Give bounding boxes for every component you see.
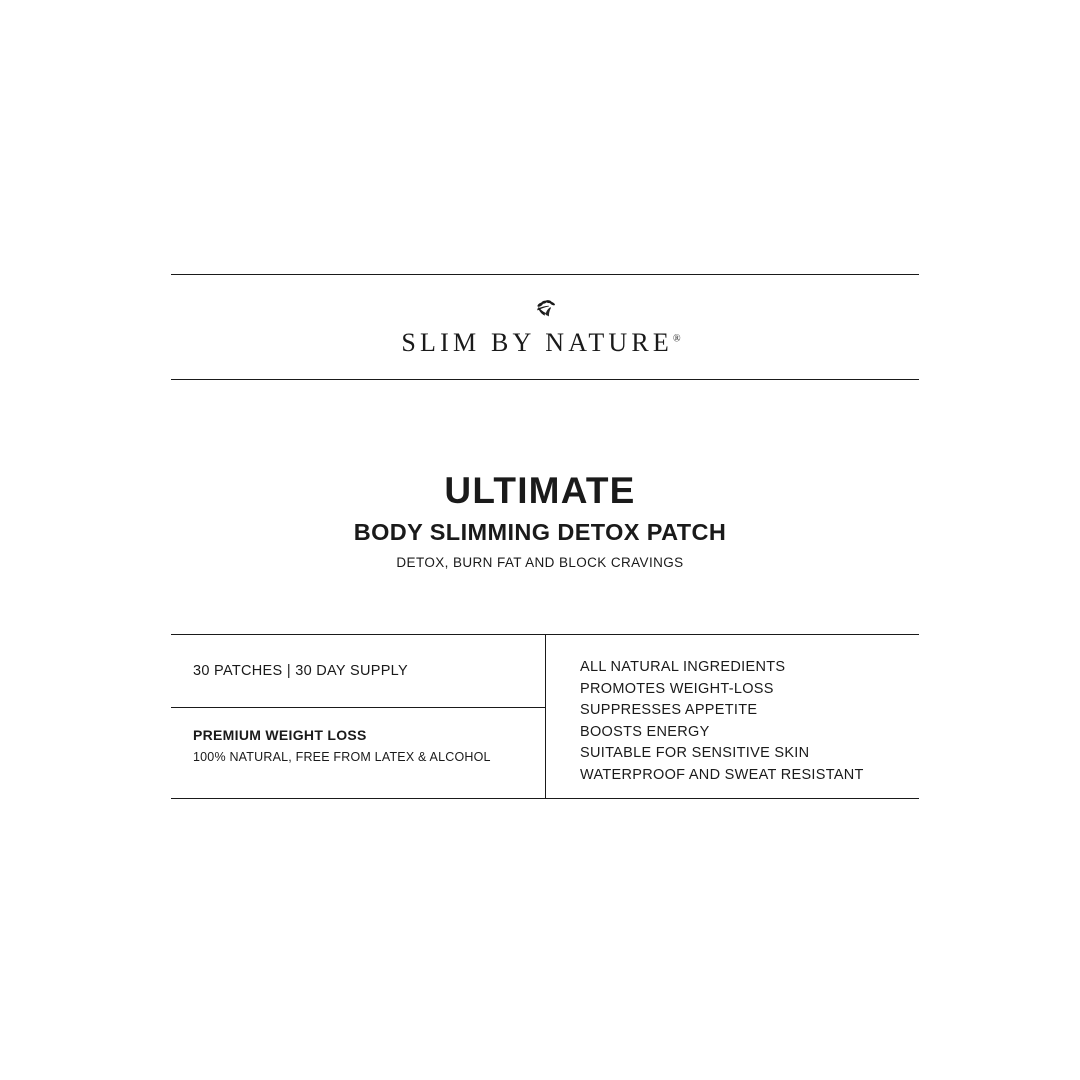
list-item: ALL NATURAL INGREDIENTS	[580, 659, 786, 675]
product-details-table	[171, 634, 919, 799]
product-title-block	[0, 470, 1080, 570]
product-title-sub: BODY SLIMMING DETOX PATCH	[353, 518, 727, 545]
supply-cell	[193, 634, 523, 707]
list-item: BOOSTS ENERGY	[580, 723, 710, 740]
premium-label: PREMIUM WEIGHT LOSS	[193, 727, 367, 743]
list-item: WATERPROOF AND SWEAT RESISTANT	[580, 766, 864, 783]
table-left-middle-divider	[171, 707, 545, 708]
brand-header	[171, 274, 919, 380]
supply-text: 30 PATCHES | 30 DAY SUPPLY	[193, 662, 408, 679]
premium-note: 100% NATURAL, FREE FROM LATEX & ALCOHOL	[193, 750, 491, 764]
premium-cell	[193, 727, 533, 764]
brand-lockup	[171, 275, 919, 379]
brand-bottom-divider	[171, 379, 919, 380]
benefits-list	[580, 657, 900, 786]
product-tagline: DETOX, BURN FAT AND BLOCK CRAVINGS	[396, 554, 684, 570]
brand-name	[401, 328, 688, 358]
table-vertical-divider	[545, 634, 546, 799]
list-item: SUPPRESSES APPETITE	[580, 702, 758, 718]
registered-mark: ®	[673, 332, 681, 344]
leaf-sprig-icon	[528, 297, 562, 322]
brand-name-text: SLIM BY NATURE	[401, 327, 673, 357]
product-title-main: ULTIMATE	[444, 470, 636, 511]
table-bottom-divider	[171, 798, 919, 799]
list-item: SUITABLE FOR SENSITIVE SKIN	[580, 745, 810, 761]
list-item: PROMOTES WEIGHT-LOSS	[580, 680, 774, 697]
